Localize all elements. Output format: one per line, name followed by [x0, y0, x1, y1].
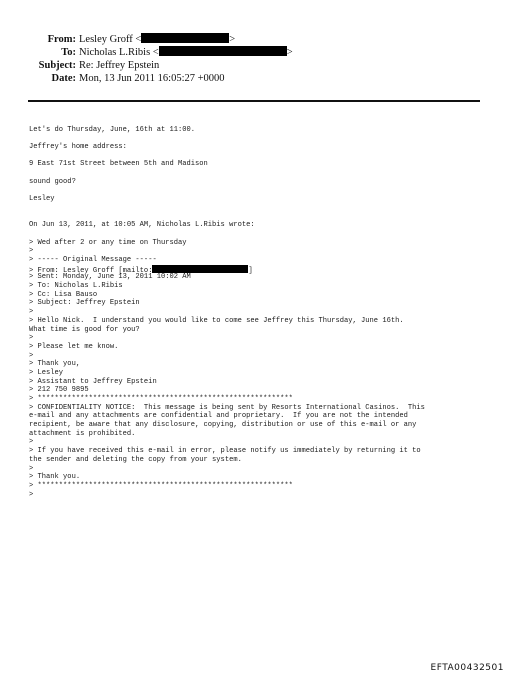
header-divider [28, 100, 480, 102]
date-value: Mon, 13 Jun 2011 16:05:27 +0000 [79, 73, 225, 84]
quoted-line: the sender and deleting the copy from your system. [29, 455, 242, 464]
body-line: 9 East 71st Street between 5th and Madison [29, 160, 208, 169]
quoted-line: > ************************************************************ [29, 481, 293, 490]
quoted-line: > Sent: Monday, June 13, 2011 10:02 AM [29, 273, 191, 282]
quoted-line: > To: Nicholas L.Ribis [29, 282, 123, 291]
quoted-line: > From: Lesley Groff [mailto: ] [29, 266, 253, 275]
redaction-bar [152, 265, 248, 273]
subject-value: Re: Jeffrey Epstein [79, 60, 160, 71]
body-line: Lesley [29, 195, 55, 204]
quoted-line: > [29, 247, 34, 256]
quoted-line: > Subject: Jeffrey Epstein [29, 299, 140, 308]
quoted-line: recipient, be aware that any disclosure, copying, distribution or use of this e-mail or any [29, 421, 417, 430]
date-label: Date: [51, 73, 76, 84]
redaction-bar [141, 33, 229, 43]
quoted-line: > Thank you. [29, 473, 81, 482]
to-label: To: [61, 47, 76, 58]
redaction-bar [159, 46, 287, 56]
quoted-line: > Wed after 2 or any time on Thursday [29, 238, 187, 247]
subject-label: Subject: [38, 60, 76, 71]
body-line: Let's do Thursday, June, 16th at 11:00. [29, 125, 196, 134]
email-body [29, 117, 489, 508]
quoted-line: > CONFIDENTIALITY NOTICE: This message is being sent by Resorts International Casinos. This [29, 403, 425, 412]
quoted-line: > [29, 490, 34, 499]
quoted-line: What time is good for you? [29, 325, 140, 334]
quoted-line: e-mail and any attachments are confidential and proprietary. If you are not the intended [29, 412, 408, 421]
quoted-line: > Lesley [29, 368, 64, 377]
quoted-line: > ----- Original Message ----- [29, 256, 157, 265]
body-line: Jeffrey's home address: [29, 143, 127, 152]
quoted-line: attachment is prohibited. [29, 429, 136, 438]
quoted-line: > [29, 334, 34, 343]
quoted-line: > [29, 464, 34, 473]
to-value: Nicholas L.Ribis < > [79, 47, 293, 58]
from-value: Lesley Groff < > [79, 34, 236, 45]
quoted-line: > [29, 351, 34, 360]
quoted-line: > Please let me know. [29, 342, 119, 351]
quoted-line: > Assistant to Jeffrey Epstein [29, 377, 157, 386]
quoted-line: > Hello Nick. I understand you would like to come see Jeffrey this Thursday, June 16th. [29, 316, 404, 325]
quoted-line: > Thank you, [29, 360, 81, 369]
quoted-line: > ************************************************************ [29, 395, 293, 404]
quoted-line: > [29, 308, 34, 317]
from-label: From: [47, 34, 76, 45]
quoted-line: > If you have received this e-mail in error, please notify us immediately by returning it to [29, 447, 421, 456]
quoted-line: > 212 750 9895 [29, 386, 89, 395]
quoted-line: > [29, 438, 34, 447]
quoted-line: > Cc: Lisa Bauso [29, 290, 98, 299]
body-line: sound good? [29, 177, 76, 186]
body-line: On Jun 13, 2011, at 10:05 AM, Nicholas L.Ribis wrote: [29, 221, 255, 230]
bates-number: EFTA00432501 [430, 663, 504, 673]
